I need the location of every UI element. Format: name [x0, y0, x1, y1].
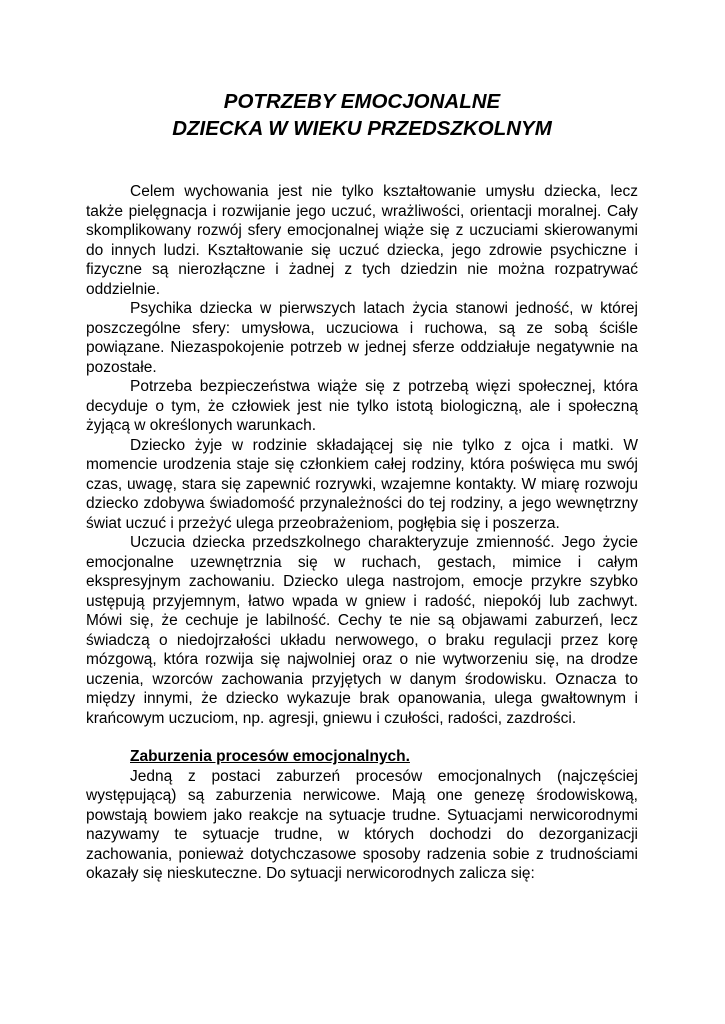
document-page [86, 88, 638, 884]
title-line-2: DZIECKA W WIEKU PRZEDSZKOLNYM [172, 117, 552, 140]
section-paragraph: Jedną z postaci zaburzeń procesów emocjonalnych (najczęściej występującą) są zaburzenia nerwicowe. Mają one genezę środowiskową, powstają bowiem jako reakcje na sytuacje trudne. Sytuacjami nerwicorodnymi nazywamy te sytuacje trudne, w których dochodzi do dezorganizacji zachowania, ponieważ dotychczasowe sposoby radzenia sobie z trudnościami okazały się nieskuteczne. Do sytuacji nerwicorodnych zalicza się: [86, 767, 638, 882]
body-paragraph: Potrzeba bezpieczeństwa wiąże się z potrzebą więzi społecznej, która decyduje o tym, że człowiek jest nie tylko istotą biologiczną, ale i społeczną żyjącą w określonych warunkach. [86, 378, 638, 434]
body-paragraph: Uczucia dziecka przedszkolnego charakteryzuje zmienność. Jego życie emocjonalne uzewnętrznia się w ruchach, gestach, mimice i całym ekspresyjnym zachowaniu. Dziecko ulega nastrojom, emocje przykre szybko ustępują przyjemnym, łatwo wpada w gniew i radość, niepokój lub zachwyt. Mówi się, że cechuje je labilność. Cechy te nie są objawami zaburzeń, lecz świadczą o niedojrzałości układu nerwowego, o braku regulacji przez korę mózgową, która rozwija się najwolniej oraz o nie wytworzeniu się, na drodze uczenia, wzorców zachowania przyjętych w danym środowisku. Oznacza to między innymi, że dziecko wykazuje brak opanowania, ulega gwałtownym i krańcowym uczuciom, np. agresji, gniewu i czułości, radości, zazdrości. [86, 534, 638, 727]
section-heading: Zaburzenia procesów emocjonalnych. [130, 748, 410, 765]
body-paragraph: Psychika dziecka w pierwszych latach życia stanowi jedność, w której poszczególne sfery: umysłowa, uczuciowa i ruchowa, są ze sobą ściśle powiązane. Niezaspokojenie potrzeb w jednej sferze oddziałuje negatywnie na pozostałe. [86, 300, 638, 376]
body-paragraph: Dziecko żyje w rodzinie składającej się nie tylko z ojca i matki. W momencie urodzenia staje się członkiem całej rodziny, która poświęca mu swój czas, uwagę, stara się zapewnić rozrywki, wzajemne kontakty. W miarę rozwoju dziecko zdobywa świadomość przynależności do tej rodziny, a jego wewnętrzny świat uczuć i przeżyć ulega przeobrażeniom, pogłębia się i poszerza. [86, 436, 638, 532]
document-title [86, 88, 638, 142]
title-line-1: POTRZEBY EMOCJONALNE [223, 90, 501, 113]
body-paragraph: Celem wychowania jest nie tylko kształtowanie umysłu dziecka, lecz także pielęgnacja i rozwijanie jego uczuć, wrażliwości, orientacji moralnej. Cały skomplikowany rozwój sfery emocjonalnej wiąże się z uczuciami skierowanymi do innych ludzi. Kształtowanie się uczuć dziecka, jego zdrowie psychiczne i fizyczne są nierozłączne i żadnej z tych dziedzin nie można rozpatrywać oddzielnie. [86, 183, 638, 298]
